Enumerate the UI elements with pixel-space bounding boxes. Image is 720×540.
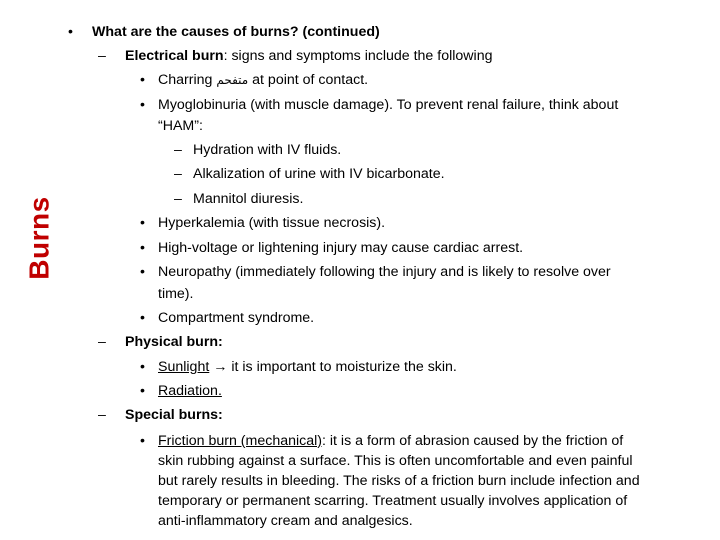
ham-hydration: Hydration with IV fluids. <box>193 142 342 158</box>
special-title: Special burns: <box>125 407 223 423</box>
sunlight-label: Sunlight <box>158 359 210 375</box>
hyperkalemia-item: Hyperkalemia (with tissue necrosis). <box>158 215 386 231</box>
friction-label: Friction burn (mechanical) <box>158 433 323 449</box>
charring-arabic: متفحم <box>216 73 249 87</box>
neuropathy-bullet: • <box>140 264 145 280</box>
compartment-bullet: • <box>140 310 145 326</box>
charring-pre: Charring <box>158 72 217 88</box>
friction-line3: but rarely results in bleeding. The risks of a friction burn include infection and <box>158 473 640 489</box>
side-title <box>20 196 60 280</box>
radiation-item: Radiation. <box>158 383 222 399</box>
heading: What are the causes of burns? (continued) <box>92 24 380 40</box>
compartment-item: Compartment syndrome. <box>158 310 315 326</box>
charring-bullet: • <box>140 72 145 88</box>
ham-alkalization: Alkalization of urine with IV bicarbonate. <box>193 166 445 182</box>
neuropathy-line2: time). <box>158 286 194 302</box>
friction-bullet: • <box>140 433 145 449</box>
high-voltage-bullet: • <box>140 240 145 256</box>
electrical-line <box>125 46 492 66</box>
charring-item <box>158 70 368 90</box>
electrical-dash: – <box>98 48 106 64</box>
friction-line2: skin rubbing against a surface. This is often uncomfortable and even painful <box>158 453 633 469</box>
physical-title: Physical burn: <box>125 334 223 350</box>
arrow-icon: → <box>213 359 228 375</box>
high-voltage-item: High-voltage or lightening injury may cause cardiac arrest. <box>158 240 524 256</box>
sunlight-text: it is important to moisturize the skin. <box>227 359 457 375</box>
hyperkalemia-bullet: • <box>140 215 145 231</box>
friction-line4: temporary or permanent scarring. Treatment usually involves application of <box>158 493 628 509</box>
ham-dash: – <box>174 166 182 182</box>
sunlight-bullet: • <box>140 359 145 375</box>
electrical-intro: : signs and symptoms include the following <box>223 48 493 64</box>
sunlight-item <box>158 357 457 377</box>
myoglobinuria-bullet: • <box>140 97 145 113</box>
friction-line1-rest: : it is a form of abrasion caused by the friction of <box>322 433 624 449</box>
ham-mannitol: Mannitol diuresis. <box>193 191 304 207</box>
myoglobinuria-line1: Myoglobinuria (with muscle damage). To prevent renal failure, think about <box>158 97 619 113</box>
heading-bullet: • <box>68 24 73 40</box>
friction-line1 <box>158 431 623 451</box>
neuropathy-line1: Neuropathy (immediately following the injury and is likely to resolve over <box>158 264 611 280</box>
ham-dash: – <box>174 191 182 207</box>
electrical-title: Electrical burn <box>125 48 224 64</box>
radiation-bullet: • <box>140 383 145 399</box>
side-title-text: Burns <box>24 196 55 280</box>
physical-dash: – <box>98 334 106 350</box>
friction-line5: anti-inflammatory cream and analgesics. <box>158 513 413 529</box>
ham-dash: – <box>174 142 182 158</box>
special-dash: – <box>98 407 106 423</box>
charring-post: at point of contact. <box>248 72 369 88</box>
myoglobinuria-line2: “HAM”: <box>158 118 203 134</box>
